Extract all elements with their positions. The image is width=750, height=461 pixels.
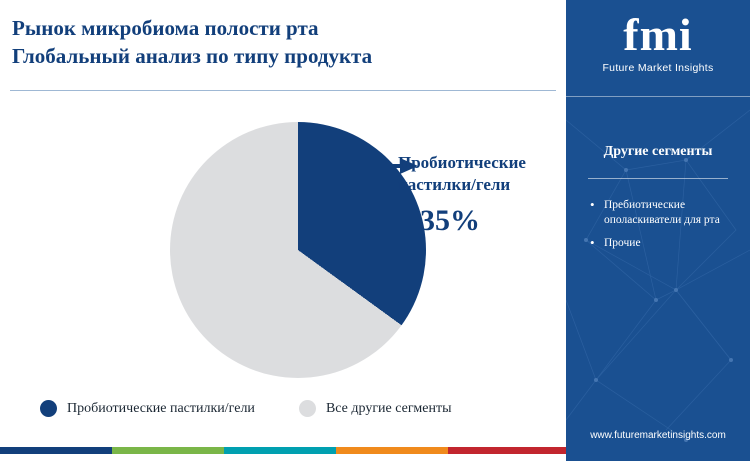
sidebar-heading-rule — [588, 178, 728, 179]
logo-subtitle: Future Market Insights — [602, 62, 714, 74]
list-item: • Пребиотические ополаскиватели для рта — [604, 198, 750, 228]
callout-value: 35% — [420, 204, 480, 237]
callout — [398, 152, 558, 238]
sidebar-segment-list — [588, 198, 750, 259]
logo-mark: fmi — [623, 9, 693, 60]
bottom-color-bar — [0, 447, 566, 454]
page-title — [12, 14, 552, 70]
bar-segment — [336, 447, 448, 454]
title-line-1: Рынок микробиома полости рта — [12, 16, 319, 40]
logo — [566, 10, 750, 74]
sidebar — [566, 0, 750, 461]
legend-swatch-icon — [40, 400, 57, 417]
callout-label: Пробиотические пастилки/гели — [398, 153, 526, 194]
bar-segment — [448, 447, 566, 454]
legend-label: Пробиотические пастилки/гели — [67, 400, 255, 416]
legend-label: Все другие сегменты — [325, 400, 452, 416]
sidebar-heading: Другие сегменты — [603, 144, 713, 159]
chart-legend — [40, 400, 496, 417]
list-item: • Прочие — [604, 236, 750, 251]
website-url: www.futuremarketinsights.com — [590, 430, 726, 441]
title-line-2: Глобальный анализ по типу продукта — [12, 44, 373, 68]
title-divider — [10, 90, 556, 91]
legend-swatch-icon — [299, 400, 316, 417]
legend-item — [299, 400, 452, 417]
bar-segment — [224, 447, 336, 454]
bar-segment — [112, 447, 224, 454]
legend-item — [40, 400, 255, 417]
sidebar-divider — [566, 96, 750, 97]
bar-segment — [0, 447, 112, 454]
